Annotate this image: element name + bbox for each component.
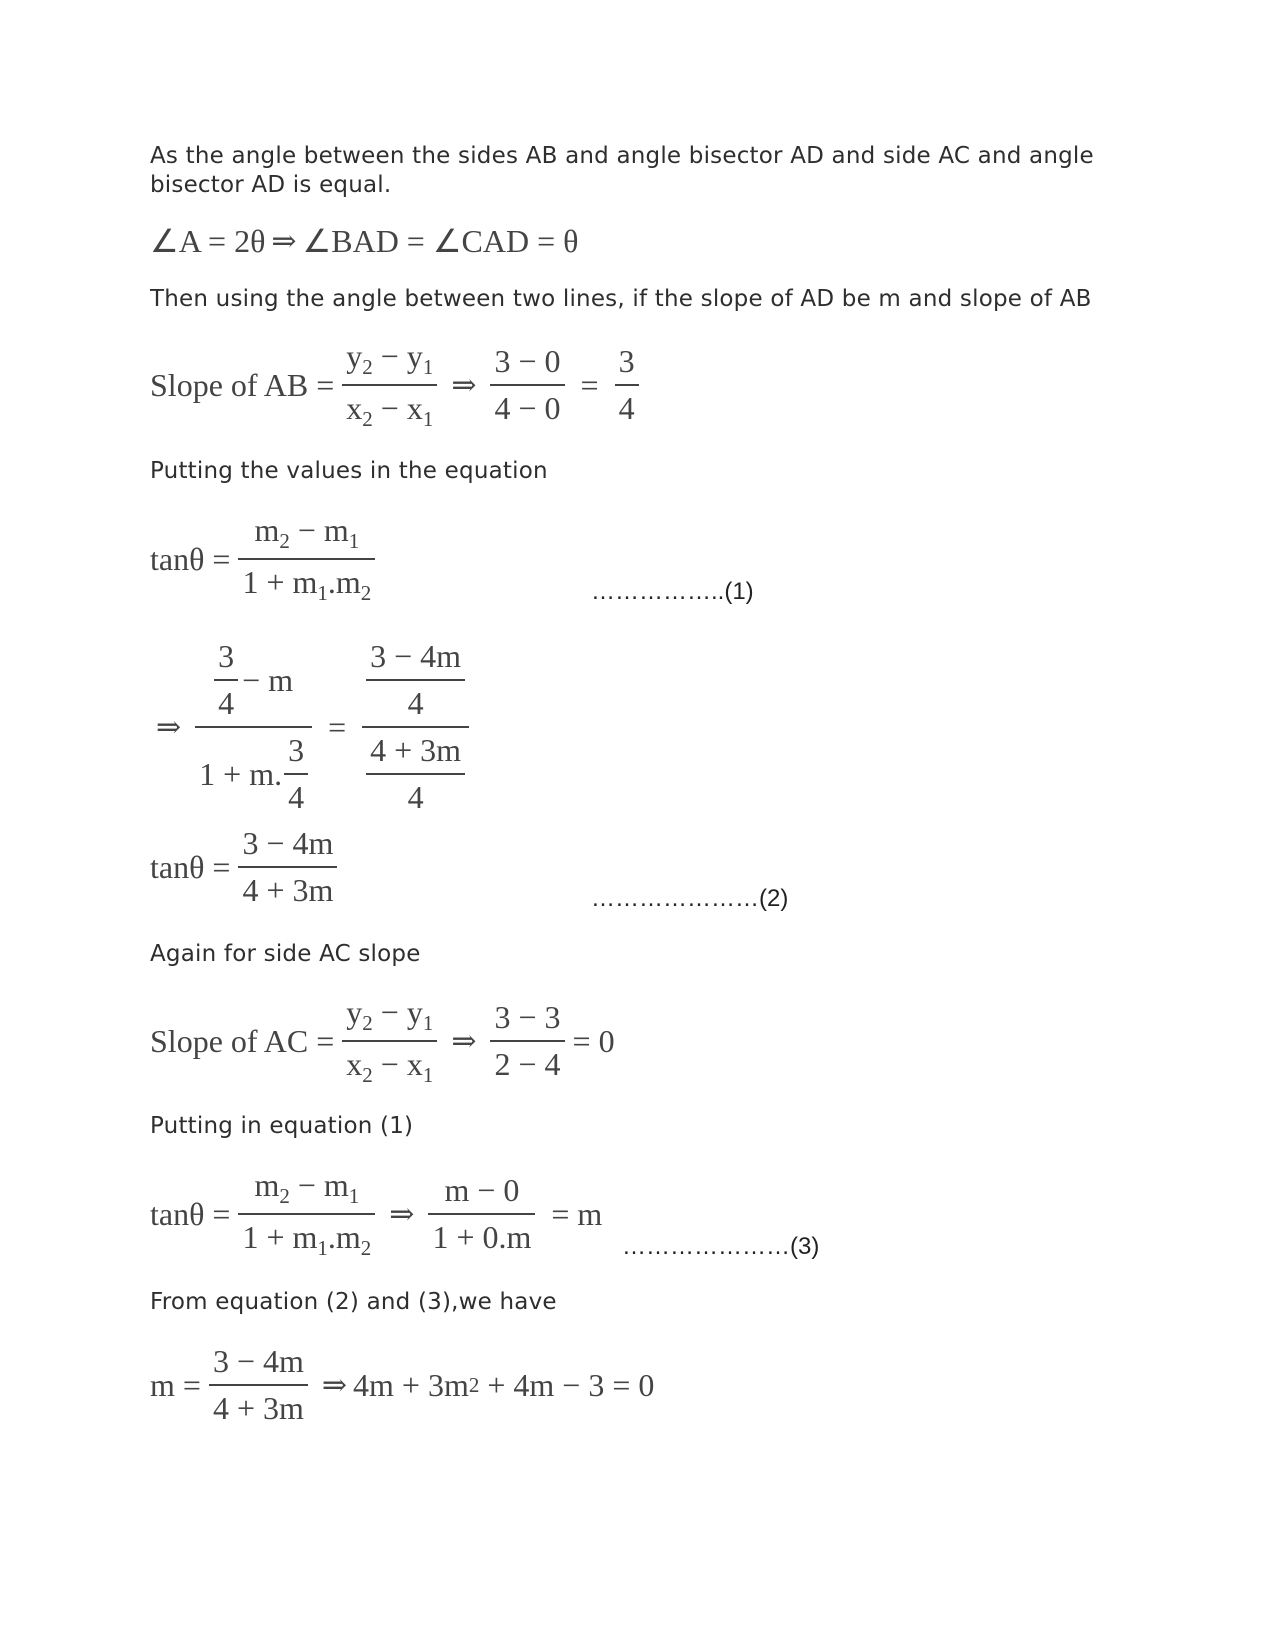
slope-ac-value-fraction [490,999,564,1083]
equation-slope-ab [150,338,647,432]
final-fraction [209,1343,308,1427]
implies-arrow: ⇒ [321,1367,348,1403]
fraction-numerator: 3 [618,343,635,379]
slope-formula-denominator: $x_2 - x_1$ [346,390,434,431]
implies-arrow: ⇒ [451,367,477,403]
tan-theta-lhs: tanθ = [150,1195,231,1232]
equals-sign: = [328,708,347,745]
fraction-denominator: 4 [218,685,235,721]
fraction-denominator: 4 [407,779,424,815]
fraction-numerator: 3 − 4m [370,638,462,674]
tan-formula-numerator: $m_2 - m_1$ [254,512,360,553]
slope-ac-label: Slope of AC = [150,1022,335,1059]
equation-tan-formula [150,512,383,606]
tan-formula-numerator: $m_2 - m_1$ [254,1167,360,1208]
equation-tan-result [150,825,345,909]
equals-sign: = [580,366,599,403]
paragraph-side-ac: Again for side AC slope [150,941,421,967]
paragraph-putting-in-equation-1: Putting in equation (1) [150,1113,414,1139]
equation-slope-ac [150,994,615,1088]
paragraph-angle-bisector: As the angle between the sides AB and angle bisector AD and side AC and angle bisector AD is equal. [150,143,1094,198]
tan-formula-fraction [238,1167,375,1261]
one-plus-m-term: 1 + m. [199,755,283,792]
tan-formula-fraction [238,512,375,606]
equation-angle-lhs: ∠A = 2θ [150,223,266,259]
implies-arrow: ⇒ [389,1196,415,1232]
equation-substitution [150,638,477,816]
fraction-numerator: 4 + 3m [370,732,462,768]
paragraph-angle-between-lines: Then using the angle between two lines, if the slope of AD be m and slope of AB [150,286,1092,312]
minus-m-term: − m [242,661,294,698]
fraction-numerator: 3 − 0 [494,343,561,379]
implies-arrow: ⇒ [156,709,182,745]
paragraph-from-equations: From equation (2) and (3),we have [150,1289,557,1315]
fraction [366,638,465,722]
fraction-numerator: 3 [288,732,305,768]
compound-denominator [195,728,312,816]
implies-arrow: ⇒ [271,223,297,259]
fraction-numerator: m − 0 [444,1172,520,1208]
slope-ab-value-fraction [490,343,564,427]
fraction-denominator: 4 [288,779,305,815]
tan-result-fraction [238,825,337,909]
slope-formula-denominator: $x_2 - x_1$ [346,1046,434,1087]
tan-m-result: = m [551,1195,603,1232]
slope-formula-numerator: $y_2 - y_1$ [346,338,434,379]
equation-angle [150,222,578,260]
compound-numerator [362,638,469,726]
fraction-numerator: 3 − 4m [212,1343,304,1379]
three-quarters-fraction [214,638,238,722]
fraction-denominator: 2 − 4 [494,1046,561,1082]
quadratic-term-a: 4m + 3m [353,1366,469,1403]
slope-ac-result: = 0 [572,1022,615,1059]
slope-formula-numerator: $y_2 - y_1$ [346,994,434,1035]
equation-label-1: ……………..(1) [591,578,754,605]
compound-fraction-left [195,638,312,816]
equation-final-quadratic [150,1343,654,1427]
slope-ab-label: Slope of AB = [150,366,335,403]
tan-formula-denominator: $1 + m_1.m_2$ [242,564,372,605]
fraction-denominator: 4 − 0 [494,390,561,426]
paragraph-putting-values: Putting the values in the equation [150,458,548,484]
fraction-numerator: 3 − 3 [494,999,561,1035]
tan-theta-lhs: tanθ = [150,848,231,885]
tan-theta-lhs: tanθ = [150,540,231,577]
fraction-denominator: 4 + 3m [242,872,334,908]
compound-fraction-right [362,638,469,816]
fraction [366,732,465,816]
slope-formula-fraction [342,338,437,432]
fraction-denominator: 1 + 0.m [432,1219,532,1255]
fraction-denominator: 4 [407,685,424,721]
tan-m-fraction [428,1172,535,1256]
slope-ab-result-fraction [615,343,639,427]
equation-tan-m [150,1167,610,1261]
implies-arrow: ⇒ [451,1023,477,1059]
m-lhs: m = [150,1366,201,1403]
quadratic-term-b: + 4m − 3 = 0 [479,1366,655,1403]
fraction-numerator: 3 − 4m [242,825,334,861]
fraction-numerator: 3 [218,638,235,674]
equation-angle-rhs: ∠BAD = ∠CAD = θ [302,223,579,259]
equation-label-3: …………………(3) [622,1233,820,1260]
three-quarters-fraction [284,732,308,816]
slope-formula-fraction [342,994,437,1088]
compound-denominator [362,728,469,816]
square-exponent: 2 [468,1372,480,1397]
equation-label-2: …………………(2) [591,885,789,912]
fraction-denominator: 4 + 3m [212,1390,304,1426]
compound-numerator [210,638,297,726]
fraction-denominator: 4 [618,390,635,426]
tan-formula-denominator: $1 + m_1.m_2$ [242,1219,372,1260]
